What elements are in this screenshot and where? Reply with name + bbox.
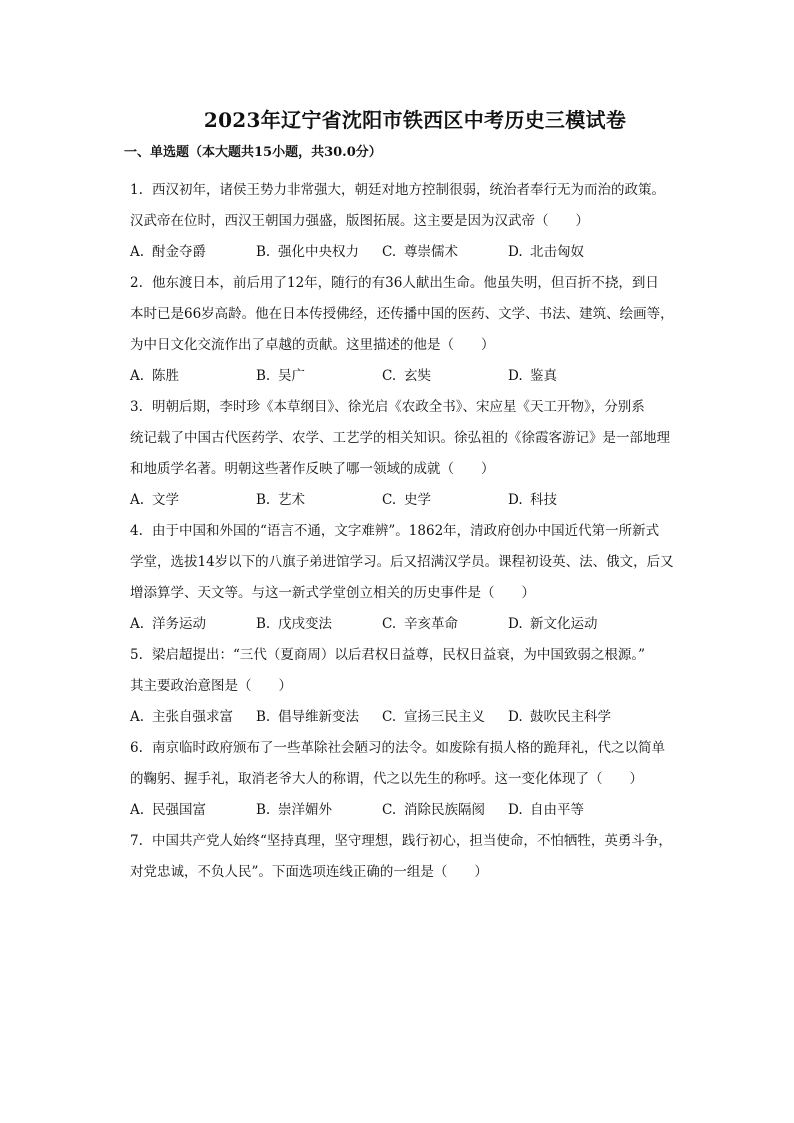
question-text: 的鞠躬、握手礼，取消老爷大人的称谓，代之以先生的称呼。这一变化体现了（ ）: [130, 771, 643, 787]
option-letter: C.: [382, 244, 397, 260]
answer-option[interactable]: [382, 795, 508, 826]
answer-option[interactable]: [130, 361, 256, 392]
option-text: 北击匈奴: [530, 244, 584, 260]
option-text: 戊戌变法: [278, 616, 332, 632]
question-number: 3.: [130, 399, 143, 415]
question-text-line: [130, 547, 700, 578]
option-letter: B.: [256, 244, 271, 260]
answer-option[interactable]: [382, 702, 508, 733]
answer-option[interactable]: [130, 485, 256, 516]
option-text: 强化中央权力: [278, 244, 359, 260]
question-text: 学堂，选拔14岁以下的八旗子弟进馆学习。后又招满汉学员。课程初设英、法、俄文，后又: [130, 554, 674, 570]
option-text: 史学: [404, 492, 431, 508]
answer-option[interactable]: [382, 361, 508, 392]
question-text-line: [130, 857, 700, 888]
question-text: 汉武帝在位时，西汉王朝国力强盛，版图拓展。这主要是因为汉武帝（ ）: [130, 213, 589, 229]
answer-options: [130, 702, 700, 733]
answer-options: [130, 795, 700, 826]
option-text: 消除民族隔阂: [404, 802, 485, 818]
option-letter: D.: [508, 492, 523, 508]
section-heading: 一、单选题（本大题共15小题，共30.0分）: [124, 145, 382, 160]
option-letter: C.: [382, 368, 397, 384]
answer-options: [130, 237, 700, 268]
question-2: [130, 268, 700, 392]
answer-option[interactable]: [508, 361, 634, 392]
question-text: 南京临时政府颁布了一些革除社会陋习的法令。如废除有损人格的跪拜礼，代之以简单: [152, 740, 665, 756]
option-text: 宣扬三民主义: [404, 709, 485, 725]
question-5: [130, 640, 700, 733]
option-text: 鉴真: [530, 368, 557, 384]
option-text: 倡导维新变法: [278, 709, 359, 725]
question-text-line: [130, 671, 700, 702]
question-6: [130, 733, 700, 826]
question-text: 为中日文化交流作出了卓越的贡献。这里描述的他是（ ）: [130, 337, 495, 353]
option-letter: D.: [508, 616, 523, 632]
question-text-line: [130, 640, 700, 671]
exam-page: [124, 104, 700, 888]
answer-option[interactable]: [508, 795, 634, 826]
option-letter: A.: [130, 709, 145, 725]
option-text: 尊崇儒术: [404, 244, 458, 260]
option-text: 鼓吹民主科学: [530, 709, 611, 725]
question-text: 统记载了中国古代医药学、农学、工艺学的相关知识。徐弘祖的《徐霞客游记》是一部地理: [130, 430, 670, 446]
option-letter: C.: [382, 802, 397, 818]
option-letter: B.: [256, 368, 271, 384]
question-text-line: [130, 733, 700, 764]
option-text: 洋务运动: [152, 616, 206, 632]
option-letter: B.: [256, 802, 271, 818]
answer-options: [130, 485, 700, 516]
option-letter: B.: [256, 616, 271, 632]
question-text: 本时已是66岁高龄。他在日本传授佛经，还传播中国的医药、文学、书法、建筑、绘画等，: [130, 306, 674, 322]
question-text: 由于中国和外国的“语言不通，文字难辨”。1862年，清政府创办中国近代第一所新式: [152, 523, 660, 539]
question-list: [130, 175, 700, 888]
option-letter: A.: [130, 616, 145, 632]
question-text: 对党忠诚，不负人民”。下面选项连线正确的一组是（ ）: [130, 864, 488, 880]
question-number: 1.: [130, 182, 143, 198]
question-text-line: [130, 268, 700, 299]
option-text: 吴广: [278, 368, 305, 384]
answer-option[interactable]: [256, 485, 382, 516]
question-text-line: [130, 423, 700, 454]
option-text: 酎金夺爵: [152, 244, 206, 260]
answer-option[interactable]: [256, 795, 382, 826]
option-text: 自由平等: [530, 802, 584, 818]
option-letter: D.: [508, 802, 523, 818]
question-number: 7.: [130, 833, 143, 849]
answer-option[interactable]: [508, 485, 634, 516]
question-text-line: [130, 206, 700, 237]
question-text-line: [130, 826, 700, 857]
question-text: 他东渡日本，前后用了12年，随行的有36人献出生命。他虽失明，但百折不挠，到日: [152, 275, 659, 291]
question-number: 5.: [130, 647, 143, 663]
option-letter: B.: [256, 709, 271, 725]
answer-option[interactable]: [130, 702, 256, 733]
answer-options: [130, 609, 700, 640]
answer-option[interactable]: [508, 609, 634, 640]
option-text: 陈胜: [152, 368, 179, 384]
answer-option[interactable]: [382, 237, 508, 268]
question-text-line: [130, 578, 700, 609]
answer-option[interactable]: [382, 485, 508, 516]
question-text-line: [130, 392, 700, 423]
question-number: 4.: [130, 523, 143, 539]
question-text: 明朝后期，李时珍《本草纲目》、徐光启《农政全书》、宋应星《天工开物》，分别系: [152, 399, 645, 415]
answer-option[interactable]: [130, 237, 256, 268]
answer-option[interactable]: [256, 702, 382, 733]
option-text: 主张自强求富: [152, 709, 233, 725]
question-text: 西汉初年，诸侯王势力非常强大，朝廷对地方控制很弱，统治者奉行无为而治的政策。: [152, 182, 665, 198]
question-text-line: [130, 516, 700, 547]
question-text: 梁启超提出：“三代（夏商周）以后君权日益尊，民权日益衰，为中国致弱之根源。”: [152, 647, 646, 663]
option-text: 崇洋媚外: [278, 802, 332, 818]
question-text-line: [130, 454, 700, 485]
question-text-line: [130, 330, 700, 361]
question-number: 6.: [130, 740, 143, 756]
option-letter: A.: [130, 368, 145, 384]
option-text: 辛亥革命: [404, 616, 458, 632]
option-text: 新文化运动: [530, 616, 598, 632]
question-7: [130, 826, 700, 888]
answer-options: [130, 361, 700, 392]
question-text: 增添算学、天文等。与这一新式学堂创立相关的历史事件是（ ）: [130, 585, 535, 601]
option-letter: C.: [382, 709, 397, 725]
option-letter: C.: [382, 492, 397, 508]
option-letter: D.: [508, 244, 523, 260]
answer-option[interactable]: [256, 609, 382, 640]
question-text-line: [130, 764, 700, 795]
answer-option[interactable]: [508, 702, 634, 733]
option-letter: B.: [256, 492, 271, 508]
answer-option[interactable]: [130, 795, 256, 826]
option-text: 科技: [530, 492, 557, 508]
question-text-line: [130, 175, 700, 206]
question-text: 中国共产党人始终“坚持真理，坚守理想，践行初心，担当使命，不怕牺牲，英勇斗争，: [152, 833, 672, 849]
answer-option[interactable]: [256, 237, 382, 268]
question-4: [130, 516, 700, 640]
answer-option[interactable]: [508, 237, 634, 268]
option-text: 艺术: [278, 492, 305, 508]
answer-option[interactable]: [382, 609, 508, 640]
question-text: 和地质学名著。明朝这些著作反映了哪一领域的成就（ ）: [130, 461, 495, 477]
option-text: 文学: [152, 492, 179, 508]
option-text: 民强国富: [152, 802, 206, 818]
question-text-line: [130, 299, 700, 330]
option-letter: A.: [130, 802, 145, 818]
answer-option[interactable]: [130, 609, 256, 640]
option-letter: D.: [508, 368, 523, 384]
option-letter: D.: [508, 709, 523, 725]
option-text: 玄奘: [404, 368, 431, 384]
page-title: 2023年辽宁省沈阳市铁西区中考历史三模试卷: [203, 108, 627, 132]
answer-option[interactable]: [256, 361, 382, 392]
question-number: 2.: [130, 275, 143, 291]
question-text: 其主要政治意图是（ ）: [130, 678, 292, 694]
option-letter: A.: [130, 244, 145, 260]
option-letter: A.: [130, 492, 145, 508]
option-letter: C.: [382, 616, 397, 632]
question-3: [130, 392, 700, 516]
question-1: [130, 175, 700, 268]
